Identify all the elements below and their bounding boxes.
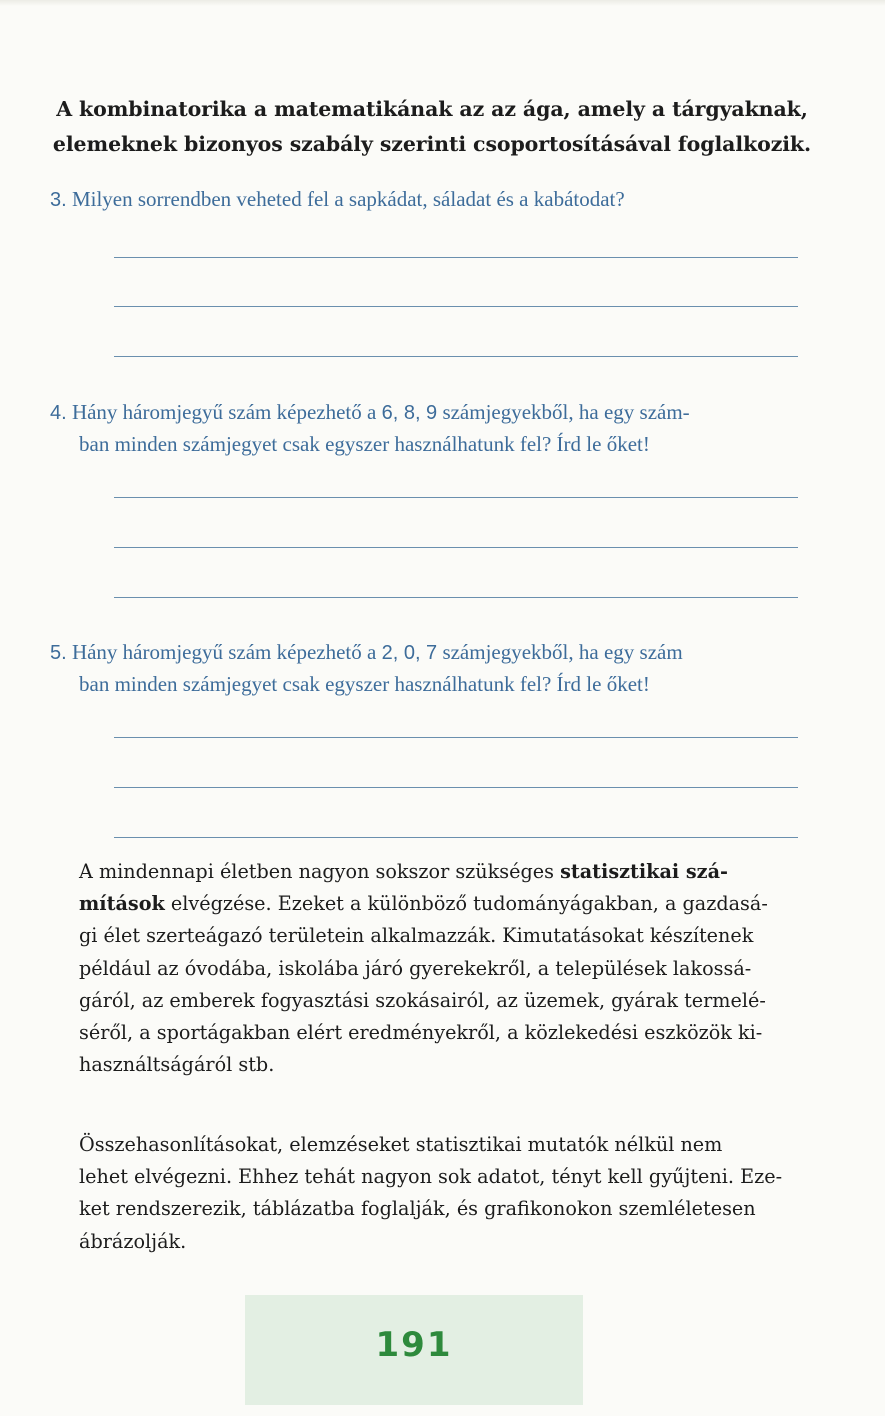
page-number-box [245, 1295, 583, 1405]
paragraph-line: gáról, az emberek fogyasztási szokásairól, az üzemek, gyárak termelé- [79, 988, 766, 1012]
answer-line[interactable] [114, 597, 798, 598]
exercise-4 [50, 397, 690, 460]
page-top-edge [0, 0, 885, 6]
exercise-question: Milyen sorrendben veheted fel a sapkádat, sáladat és a kabátodat? [66, 187, 625, 211]
paragraph-line: használtságáról stb. [79, 1053, 275, 1077]
statistics-paragraph [79, 856, 809, 1081]
exercise-number: 5. [50, 642, 67, 664]
answer-line[interactable] [114, 547, 798, 548]
exercise-digits: 6, 8, 9 [381, 402, 438, 424]
paragraph-text: elvégzése. Ezeket a különböző tudományágakban, a gazdasá- [164, 892, 768, 916]
exercise-number: 4. [50, 402, 67, 424]
exercise-text-line: ban minden számjegyet csak egyszer használhatunk fel? Írd le őket! [79, 672, 650, 696]
answer-line[interactable] [114, 837, 798, 838]
paragraph-line: Összehasonlításokat, elemzéseket statisztikai mutatók nélkül nem [79, 1133, 723, 1156]
exercise-text-line [50, 637, 683, 669]
bold-term: statisztikai szá- [560, 860, 728, 883]
intro-line: elemeknek bizonyos szabály szerinti csoportosításával foglalkozik. [52, 132, 812, 156]
exercise-question-part: számjegyekből, ha egy szám- [437, 400, 690, 424]
paragraph-line: lehet elvégezni. Ehhez tehát nagyon sok adatot, tényt kell gyűjteni. Eze- [79, 1165, 783, 1189]
exercise-question-part: Hány háromjegyű szám képezhető a [66, 640, 382, 664]
answer-line[interactable] [114, 306, 798, 307]
exercise-question-part: számjegyekből, ha egy szám [437, 640, 683, 664]
intro-definition [52, 92, 812, 162]
paragraph-line: séről, a sportágakban elért eredményekről, a közlekedési eszközök ki- [79, 1021, 763, 1045]
exercise-text-line [50, 184, 625, 216]
answer-line[interactable] [114, 737, 798, 738]
paragraph-line: ábrázolják. [79, 1229, 187, 1253]
answer-line[interactable] [114, 356, 798, 357]
paragraph-line: gi élet szerteágazó területein alkalmazzák. Kimutatásokat készítenek [79, 924, 754, 948]
paragraph-line [79, 888, 809, 920]
exercise-text-line [50, 397, 690, 429]
exercise-number: 3. [50, 189, 67, 211]
intro-line: A kombinatorika a matematikának az az ága, amely a tárgyaknak, [56, 97, 808, 121]
paragraph-line: ket rendszerezik, táblázatba foglalják, és grafikonokon szemléletesen [79, 1197, 756, 1221]
comparison-paragraph [79, 1129, 809, 1258]
paragraph-text: A mindennapi életben nagyon sokszor szükséges [79, 860, 561, 883]
paragraph-line: például az óvodába, iskolába járó gyerekekről, a települések lakossá- [79, 956, 752, 980]
bold-term: mítások [79, 892, 165, 916]
exercise-digits: 2, 0, 7 [381, 642, 438, 664]
answer-line[interactable] [114, 787, 798, 788]
paragraph-line [79, 856, 809, 888]
answer-line[interactable] [114, 257, 798, 258]
exercise-3 [50, 184, 625, 216]
page-number: 191 [375, 1325, 453, 1365]
exercise-text-line: ban minden számjegyet csak egyszer használhatunk fel? Írd le őket! [79, 432, 650, 456]
exercise-5 [50, 637, 683, 700]
answer-line[interactable] [114, 497, 798, 498]
exercise-question-part: Hány háromjegyű szám képezhető a [66, 400, 382, 424]
